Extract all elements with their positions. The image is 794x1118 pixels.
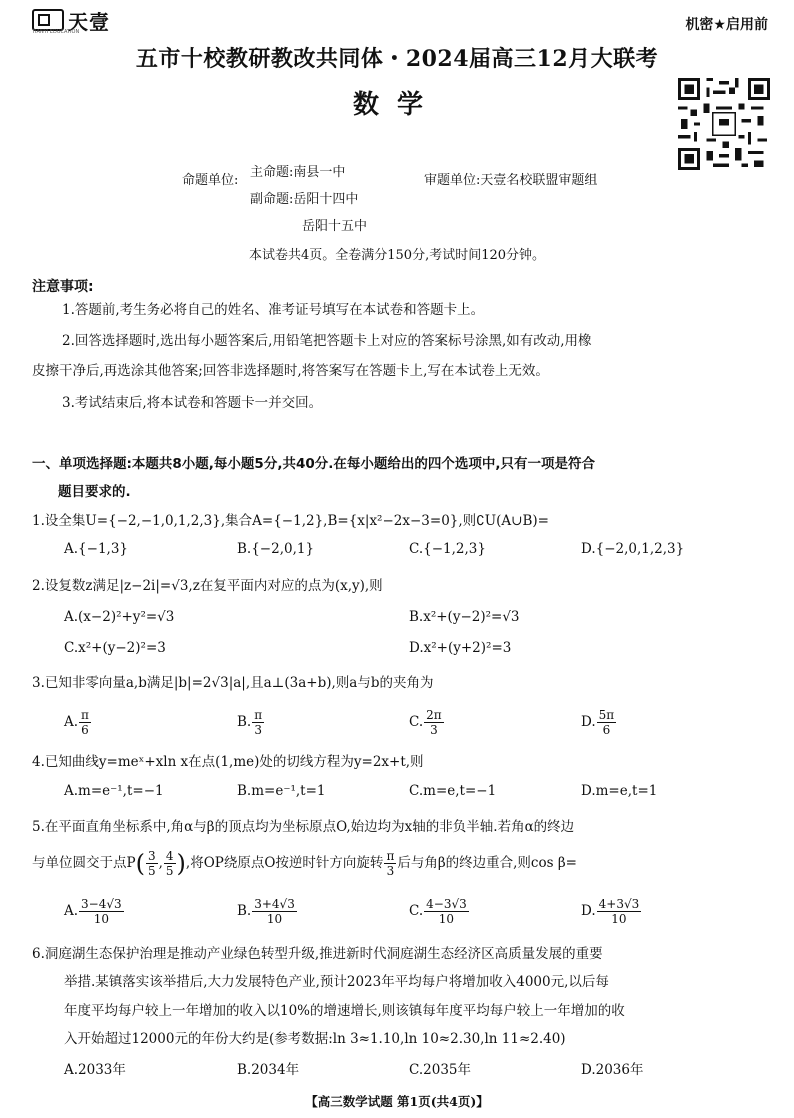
q5-a-denominator: 10 <box>93 912 109 926</box>
note-2-text-a: 2.回答选择题时,选出每小题答案后,用铅笔把答题卡上对应的答案标号涂黑,如有改动,用橡 <box>62 333 592 349</box>
note-2 <box>32 327 767 355</box>
deputy-author-name-1: 岳阳十四中 <box>293 192 359 207</box>
q3-d-denominator: 6 <box>602 723 611 737</box>
q3-c-denominator: 3 <box>430 723 438 737</box>
q5-paren-close: ) <box>176 849 186 878</box>
brand-logo-icon <box>32 9 64 31</box>
question-4-stem: 4.已知曲线y=meˣ+xln x在点(1,me)处的切线方程为y=2x+t,则 <box>32 754 424 770</box>
q3-option-d-label: D. <box>581 714 596 730</box>
q5-c-numerator: 4−3√3 <box>426 897 467 911</box>
q5-option-d-label: D. <box>581 903 596 919</box>
author-unit-label: 命题单位: <box>182 173 239 188</box>
q3-b-numerator: π <box>254 708 263 722</box>
q6-option-c: C.2035年 <box>409 1062 471 1078</box>
q3-option-b <box>237 708 265 737</box>
q4-option-d: D.m=e,t=1 <box>581 783 658 799</box>
q5-a-numerator: 3−4√3 <box>81 897 122 911</box>
q3-b-denominator: 3 <box>254 723 262 737</box>
q3-a-numerator: π <box>81 708 89 722</box>
q3-d-numerator: 5π <box>598 708 615 722</box>
q5-c-denominator: 10 <box>438 912 455 926</box>
chief-author <box>250 161 345 180</box>
q5-option-a <box>64 897 125 926</box>
q3-option-d <box>581 708 617 737</box>
q5-option-c-label: C. <box>409 903 424 919</box>
q5-stem-text-b: ,将OP绕原点O按逆时针方向旋转 <box>185 855 384 871</box>
question-1-stem: 1.设全集U={−2,−1,0,1,2,3},集合A={−1,2},B={x|x²−2x−3=0},则∁U(A∪B)= <box>32 513 549 529</box>
q5-d-denominator: 10 <box>611 912 627 926</box>
deputy-author-label: 副命题: <box>250 192 294 207</box>
q5-b-numerator: 3+4√3 <box>254 897 295 911</box>
q1-option-b: B.{−2,0,1} <box>237 541 315 557</box>
subject-title: 数学 <box>352 90 441 120</box>
q5-rotation-denominator: 3 <box>386 864 395 878</box>
q5-option-a-label: A. <box>64 903 79 919</box>
q4-option-b: B.m=e⁻¹,t=1 <box>237 783 326 799</box>
q5-option-d <box>581 897 642 926</box>
q5-point-x-denominator: 5 <box>147 864 156 878</box>
q5-option-b-fraction <box>252 897 297 926</box>
section-header-line-2: 题目要求的. <box>58 484 131 500</box>
q3-option-a-label: A. <box>64 714 79 730</box>
q3-option-a-fraction <box>79 708 91 737</box>
q2-option-a: A.(x−2)²+y²=√3 <box>64 609 175 625</box>
q6-option-d: D.2036年 <box>581 1062 644 1078</box>
q3-option-c-fraction <box>424 708 444 737</box>
deputy-author <box>250 188 358 207</box>
deputy-author-name-2: 岳阳十五中 <box>302 219 368 234</box>
q1-option-c: C.{−1,2,3} <box>409 541 486 557</box>
exam-info: 本试卷共4页。全卷满分150分,考试时间120分钟。 <box>248 248 546 263</box>
q5-point-y-fraction <box>164 849 176 878</box>
brand-logo <box>32 8 122 35</box>
q5-option-c-fraction <box>424 897 469 926</box>
section-header-line-1: 一、单项选择题:本题共8小题,每小题5分,共40分.在每小题给出的四个选项中,只有一项是符合 <box>32 456 595 472</box>
note-3-text: 3.考试结束后,将本试卷和答题卡一并交回。 <box>62 395 323 411</box>
q5-point-x-numerator: 3 <box>147 849 156 863</box>
q1-option-d: D.{−2,0,1,2,3} <box>581 541 685 557</box>
q3-option-d-fraction <box>597 708 617 737</box>
question-6-line-1: 6.洞庭湖生态保护治理是推动产业绿色转型升级,推进新时代洞庭湖生态经济区高质量发展的重要 <box>32 946 603 962</box>
question-3-stem: 3.已知非零向量a,b满足|b|=2√3|a|,且a⊥(3a+b),则a与b的夹角为 <box>32 675 434 691</box>
question-2-stem: 2.设复数z满足|z−2i|=√3,z在复平面内对应的点为(x,y),则 <box>32 578 383 594</box>
q5-d-numerator: 4+3√3 <box>598 897 640 911</box>
q3-a-denominator: 6 <box>81 723 89 737</box>
q3-option-b-label: B. <box>237 714 252 730</box>
q2-option-b: B.x²+(y−2)²=√3 <box>409 609 520 625</box>
q5-stem-text-c: 后与角β的终边重合,则cos β= <box>397 855 577 871</box>
page-footer: 【高三数学试题 第1页(共4页)】 <box>305 1094 489 1109</box>
q4-option-a: A.m=e⁻¹,t=−1 <box>64 783 164 799</box>
q5-point-y-denominator: 5 <box>165 864 174 878</box>
q5-option-b <box>237 897 298 926</box>
q5-paren-open: ( <box>135 849 145 878</box>
note-1-text: 1.答题前,考生务必将自己的姓名、准考证号填写在本试卷和答题卡上。 <box>62 302 485 318</box>
q3-c-numerator: 2π <box>426 708 442 722</box>
question-6-line-2: 举措.某镇落实该举措后,大力发展特色产业,预计2023年平均每户将增加收入4000元,以后每 <box>64 974 609 990</box>
exam-title: 五市十校教研教改共同体・2024届高三12月大联考 <box>135 46 659 72</box>
q6-option-a: A.2033年 <box>64 1062 126 1078</box>
q5-option-a-fraction <box>79 897 124 926</box>
q5-option-c <box>409 897 470 926</box>
q2-option-d: D.x²+(y+2)²=3 <box>409 640 512 656</box>
q3-option-c <box>409 708 445 737</box>
qr-code-icon <box>678 78 770 170</box>
q5-stem-text-a: 与单位圆交于点P <box>32 855 136 871</box>
brand-subtitle: TIANYI EDUCATION <box>32 29 80 35</box>
question-6-line-4: 入开始超过12000元的年份大约是(参考数据:ln 3≈1.10,ln 10≈2.30,ln 11≈2.40) <box>64 1031 566 1047</box>
review-unit: 审题单位:天壹名校联盟审题组 <box>424 173 598 188</box>
q5-rotation-numerator: π <box>386 849 395 863</box>
q6-option-b: B.2034年 <box>237 1062 300 1078</box>
q3-option-c-label: C. <box>409 714 424 730</box>
q5-point-y-numerator: 4 <box>165 849 174 863</box>
q5-b-denominator: 10 <box>266 912 283 926</box>
q3-option-b-fraction <box>252 708 264 737</box>
brand-name: 天壹 <box>68 9 110 34</box>
q5-point-x-fraction <box>146 849 158 878</box>
note-1 <box>32 296 767 324</box>
question-6-line-3: 年度平均每户较上一年增加的收入以10%的增速增长,则该镇每年度平均每户较上一年增加的收 <box>64 1003 625 1019</box>
note-2-cont: 皮擦干净后,再选涂其他答案;回答非选择题时,将答案写在答题卡上,写在本试卷上无效。 <box>32 363 549 379</box>
q3-option-a <box>64 708 92 737</box>
q5-option-b-label: B. <box>237 903 252 919</box>
q5-option-d-fraction <box>597 897 642 926</box>
q1-option-a: A.{−1,3} <box>64 541 128 557</box>
q5-rotation-fraction <box>384 849 396 878</box>
question-5-stem-line-2: 与单位圆交于点P( $\frac{3}{5}$ , $\frac{4}{5}$ ),将OP绕原点O按逆时针方向旋转 $\frac{\pi}{3}$ 后与角β的终边重合,则cos β= <box>32 849 577 878</box>
notes-title: 注意事项: <box>32 279 94 295</box>
chief-author-label: 主命题: <box>250 165 294 180</box>
q2-option-c: C.x²+(y−2)²=3 <box>64 640 166 656</box>
question-5-stem-line-1: 5.在平面直角坐标系中,角α与β的顶点均为坐标原点O,始边均为x轴的非负半轴.若角α的终边 <box>32 819 575 835</box>
chief-author-name: 南县一中 <box>293 165 346 180</box>
q4-option-c: C.m=e,t=−1 <box>409 783 497 799</box>
note-3 <box>32 389 767 417</box>
confidential-mark: 机密★启用前 <box>685 17 768 33</box>
